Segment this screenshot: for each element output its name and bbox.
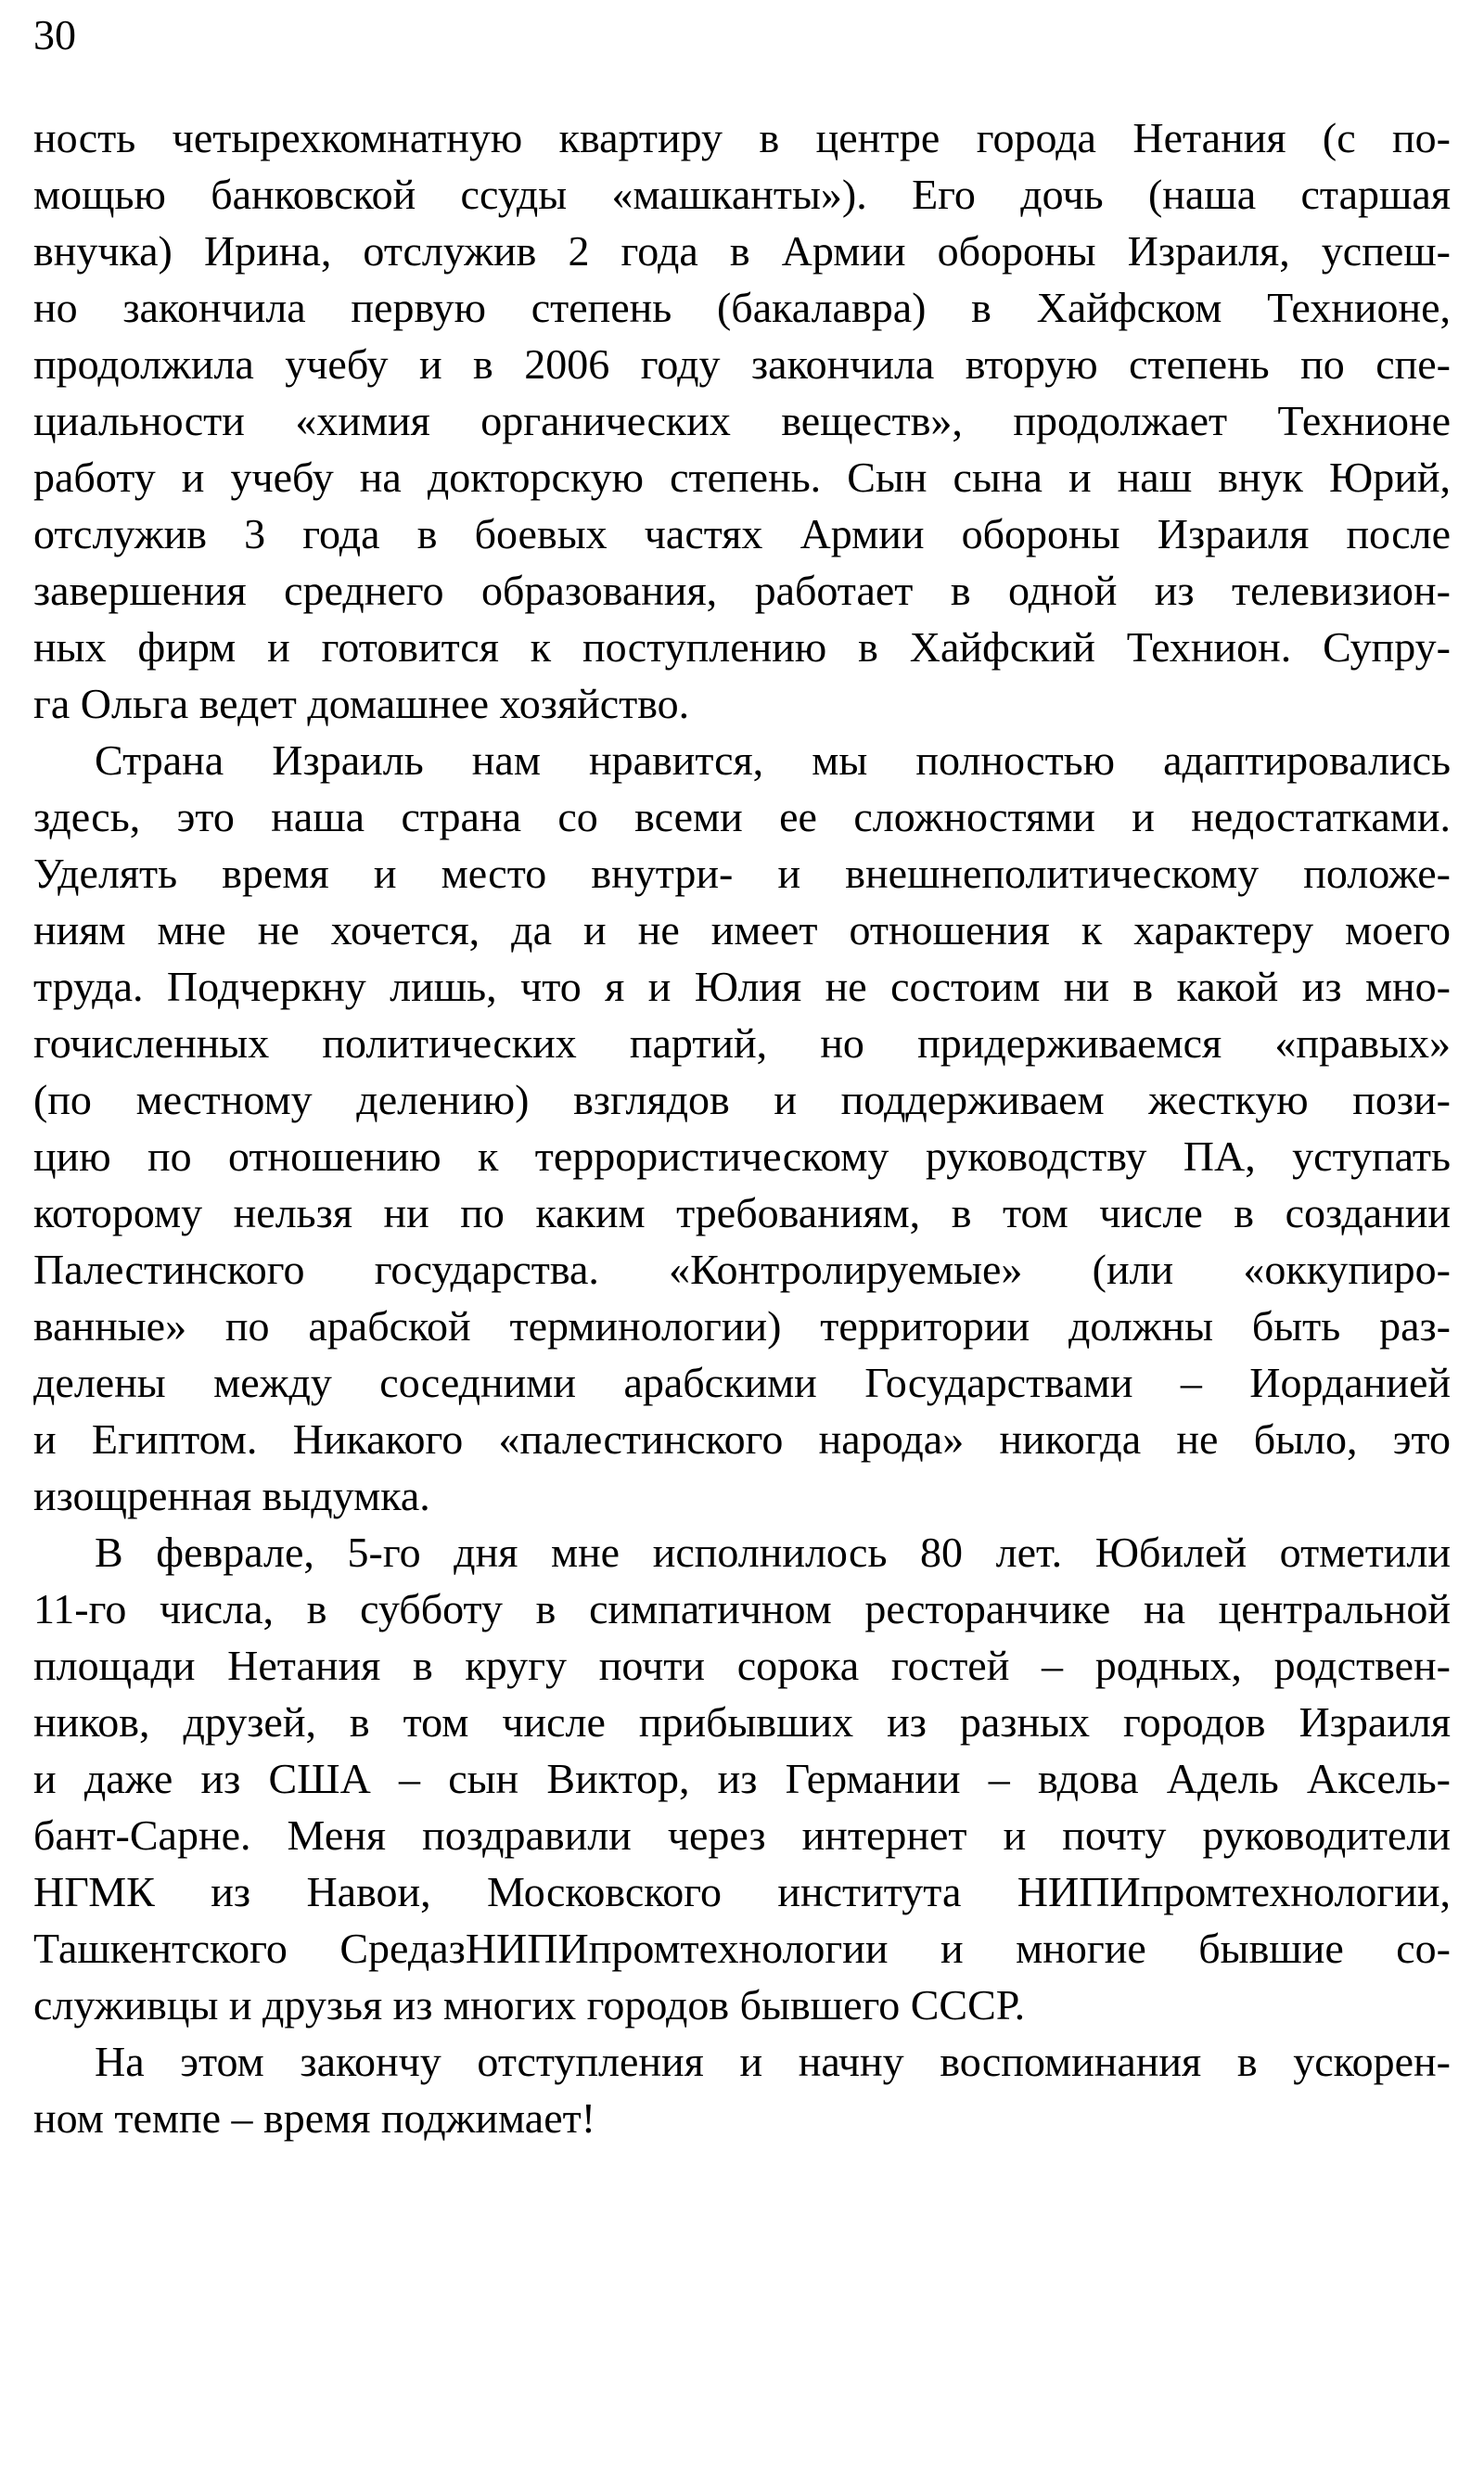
text-line: ном темпе – время поджимает! [33,2094,596,2142]
page-number: 30 [33,11,76,58]
text-line: бант-Сарне. Меня поздравили через интернет и почту руководители [33,1811,1451,1859]
text-line: Страна Израиль нам нравится, мы полностью адаптировались [95,736,1451,784]
text-line: циальности «химия органических веществ», продолжает Технионе [33,397,1451,444]
text-line: мощью банковской ссуды «машканты»). Его дочь (наша старшая [33,171,1451,218]
text-line: площади Нетания в кругу почти сорока гостей – родных, родствен- [33,1642,1451,1689]
text-line: ванные» по арабской терминологии) территории должны быть раз- [33,1302,1451,1350]
text-line: (по местному делению) взглядов и поддерживаем жесткую пози- [33,1076,1451,1123]
text-line: отслужив 3 года в боевых частях Армии обороны Израиля после [33,510,1451,557]
text-line: ников, друзей, в том числе прибывших из разных городов Израиля [33,1698,1451,1746]
text-line: и даже из США – сын Виктор, из Германии – вдова Адель Аксель- [33,1755,1451,1802]
text-line: ных фирм и готовится к поступлению в Хайфский Технион. Супру- [33,623,1451,671]
text-line: делены между соседними арабскими Государствами – Иорданией [33,1359,1451,1406]
text-line: служивцы и друзья из многих городов бывшего СССР. [33,1981,1026,2029]
text-line: но закончила первую степень (бакалавра) в Хайфском Технионе, [33,284,1451,331]
text-line: завершения среднего образования, работает в одной из телевизион- [33,567,1451,614]
text-line: В феврале, 5-го дня мне исполнилось 80 лет. Юбилей отметили [95,1529,1451,1576]
text-line: гочисленных политических партий, но придерживаемся «правых» [33,1019,1451,1067]
text-line: здесь, это наша страна со всеми ее сложностями и недостатками. [33,793,1451,840]
text-line: внучка) Ирина, отслужив 2 года в Армии обороны Израиля, успеш- [33,227,1451,275]
text-line: труда. Подчеркну лишь, что я и Юлия не состоим ни в какой из мно- [33,963,1451,1010]
text-line: работу и учебу на докторскую степень. Сын сына и наш внук Юрий, [33,454,1451,501]
text-line: цию по отношению к террористическому руководству ПА, уступать [33,1133,1451,1180]
text-line: Уделять время и место внутри- и внешнеполитическому положе- [33,850,1451,897]
text-line: которому нельзя ни по каким требованиям, в том числе в создании [33,1189,1451,1236]
text-line: На этом закончу отступления и начну воспоминания в ускорен- [95,2038,1451,2085]
text-line: НГМК из Навои, Московского института НИПИпромтехнологии, [33,1868,1451,1915]
text-line: Ташкентского СредазНИПИпромтехнологии и многие бывшие со- [33,1925,1451,1972]
text-line: ность четырехкомнатную квартиру в центре города Нетания (с по- [33,114,1451,161]
text-line: 11-го числа, в субботу в симпатичном ресторанчике на центральной [33,1585,1451,1632]
text-line: Палестинского государства. «Контролируемые» (или «оккупиро- [33,1246,1451,1293]
text-line: ниям мне не хочется, да и не имеет отношения к характеру моего [33,906,1451,954]
text-line: изощренная выдумка. [33,1472,430,1519]
text-line: продолжила учебу и в 2006 году закончила вторую степень по спе- [33,340,1451,388]
text-line: га Ольга ведет домашнее хозяйство. [33,680,690,727]
text-line: и Египтом. Никакого «палестинского народа» никогда не было, это [33,1415,1451,1463]
body-text [33,109,1451,2146]
